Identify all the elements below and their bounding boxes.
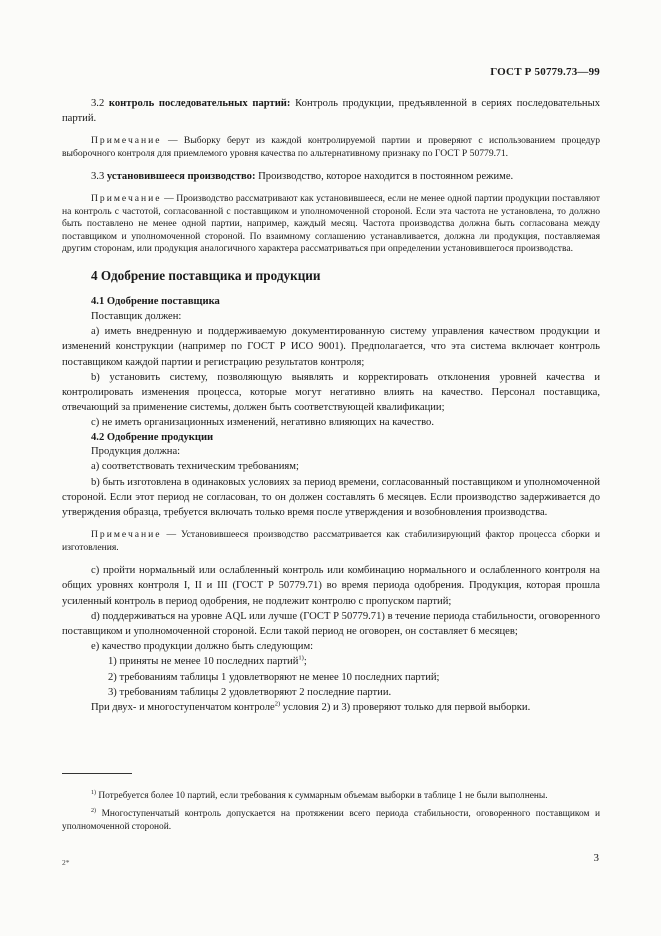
- list-item-a: a) соответствовать техническим требованиям;: [91, 461, 299, 473]
- paragraph: Продукция должна:: [91, 446, 181, 458]
- note-text: — Установившееся производство рассматривается как стабилизирующий фактор процесса сборки и изготовления.: [62, 529, 600, 553]
- term: контроль последовательных партий:: [108, 98, 291, 109]
- footnote-mark: 2): [91, 808, 96, 815]
- footnote-ref: 1): [298, 654, 304, 662]
- note-text: — Выборку берут из каждой контролируемой партии и проверяют с использованием процедур выборочного контроля для приемлемого уровня качества по альтернативному признаку по ГОСТ Р 50779.71.: [62, 135, 600, 159]
- footnote-text: Потребуется более 10 партий, если требования к суммарным объемам выборки в таблице 1 не были выполнены.: [96, 791, 548, 801]
- definition: Производство, которое находится в постоянном режиме.: [258, 171, 514, 183]
- list-item-c: c) не иметь организационных изменений, негативно влияющих на качество.: [91, 417, 434, 429]
- closing-paragraph: При двух- и многоступенчатом контроле$^{2)}$ условия 2) и 3) проверяют только для первой выборки.: [91, 700, 531, 713]
- clause-3-3: [62, 169, 600, 184]
- footnote: [62, 790, 600, 802]
- list-item-d: d) поддерживаться на уровне AQL или лучше (ГОСТ Р 50779.71) в течение периода стабильности, оговоренного поставщиком и уполномоченной стороной. Если такой период не оговорен, он составляет 6 месяцев;: [62, 610, 600, 637]
- clause-number: 3.3: [91, 171, 105, 183]
- standard-number: ГОСТ Р 50779.73—99: [490, 66, 600, 78]
- sheet-signature: 2*: [62, 858, 70, 867]
- list-item-b: b) установить систему, позволяющую выявлять и корректировать отклонения уровней качества и контролировать изменения процесса, которые могут негативно влиять на качество. Персонал поставщика, отвечающий за применение системы, должен быть соответствующей квалификации;: [62, 371, 600, 414]
- subsection-heading-4-1: 4.1 Одобрение поставщика: [91, 296, 220, 308]
- footnote-text: Многоступенчатый контроль допускается на протяжении всего периода стабильности, оговоренного поставщиком и уполномоченной стороной.: [62, 809, 600, 832]
- footnote-mark: 1): [91, 789, 96, 796]
- sub-item-2: 2) требованиям таблицы 1 удовлетворяют не менее 10 последних партий;: [108, 671, 440, 683]
- note-label: Примечание: [91, 135, 162, 147]
- note-3-3: [62, 193, 600, 255]
- term: установившееся производство:: [106, 171, 256, 183]
- note-3-2: [62, 135, 600, 160]
- paragraph: Поставщик должен:: [91, 311, 182, 323]
- footnote-ref: 2): [274, 700, 281, 708]
- sub-item-1: 1) приняты не менее 10 последних партий$^{1)}$;: [108, 654, 307, 668]
- footnote: [62, 808, 600, 833]
- footnotes: [62, 790, 600, 833]
- note-label: Примечание: [91, 529, 162, 541]
- list-item-a: a) иметь внедренную и поддерживаемую документированную систему управления качеством продукции и изменений конструкции (например по ГОСТ Р ИСО 9001). Предполагается, что эта система включает контроль поставщиком каждой партии и регистрацию результатов контроля;: [62, 326, 600, 368]
- clause-number: 3.2: [91, 98, 105, 109]
- clause-3-2: [62, 96, 600, 126]
- note-text: — Производство рассматривают как установившееся, если не менее одной партии продукции поставляют на контроль с частотой, согласованной с поставщиком и уполномоченной стороной. Если эта частота не установлена, то должно быть поставлено не менее одной партии, например, каждый месяц. Частота производства должна быть согласована между поставщиком и уполномоченной стороной. По взаимному соглашению устанавливается, должна ли продукция, поставляемая другим сторонам, или продукция аналогичного характера рассматриваться при определении установившегося производства.: [62, 193, 600, 255]
- list-item-e: e) качество продукции должно быть следующим:: [91, 641, 314, 653]
- list-item-c: c) пройти нормальный или ослабленный контроль или комбинацию нормального и ослабленного контроля на общих уровнях контроля I, II и III (ГОСТ Р 50779.71) во время периода одобрения. Продукция, которая прошла усиленный контроль в период одобрения, не подлежит контролю с пропуском партий;: [62, 565, 600, 607]
- page-content: [62, 96, 600, 715]
- footnote-separator: [62, 773, 132, 774]
- note-4-2: [62, 529, 600, 554]
- subsection-heading-4-2: 4.2 Одобрение продукции: [91, 431, 214, 443]
- list-item-b: b) быть изготовлена в одинаковых условиях за период времени, согласованный поставщиком и уполномоченной стороной. Если этот период не согласован, то он должен составлять 6 месяцев. Если производство задерживается до утверждения образца, требуется включать только время после утверждения и возобновления производства.: [62, 476, 600, 519]
- sub-item-3: 3) требованиям таблицы 2 удовлетворяют 2 последние партии.: [108, 686, 392, 698]
- page-number: 3: [593, 852, 599, 864]
- definition: Контроль продукции, предъявленной в сериях последовательных партий.: [62, 98, 600, 125]
- section-heading: 4 Одобрение поставщика и продукции: [91, 268, 321, 284]
- note-label: Примечание: [91, 193, 162, 205]
